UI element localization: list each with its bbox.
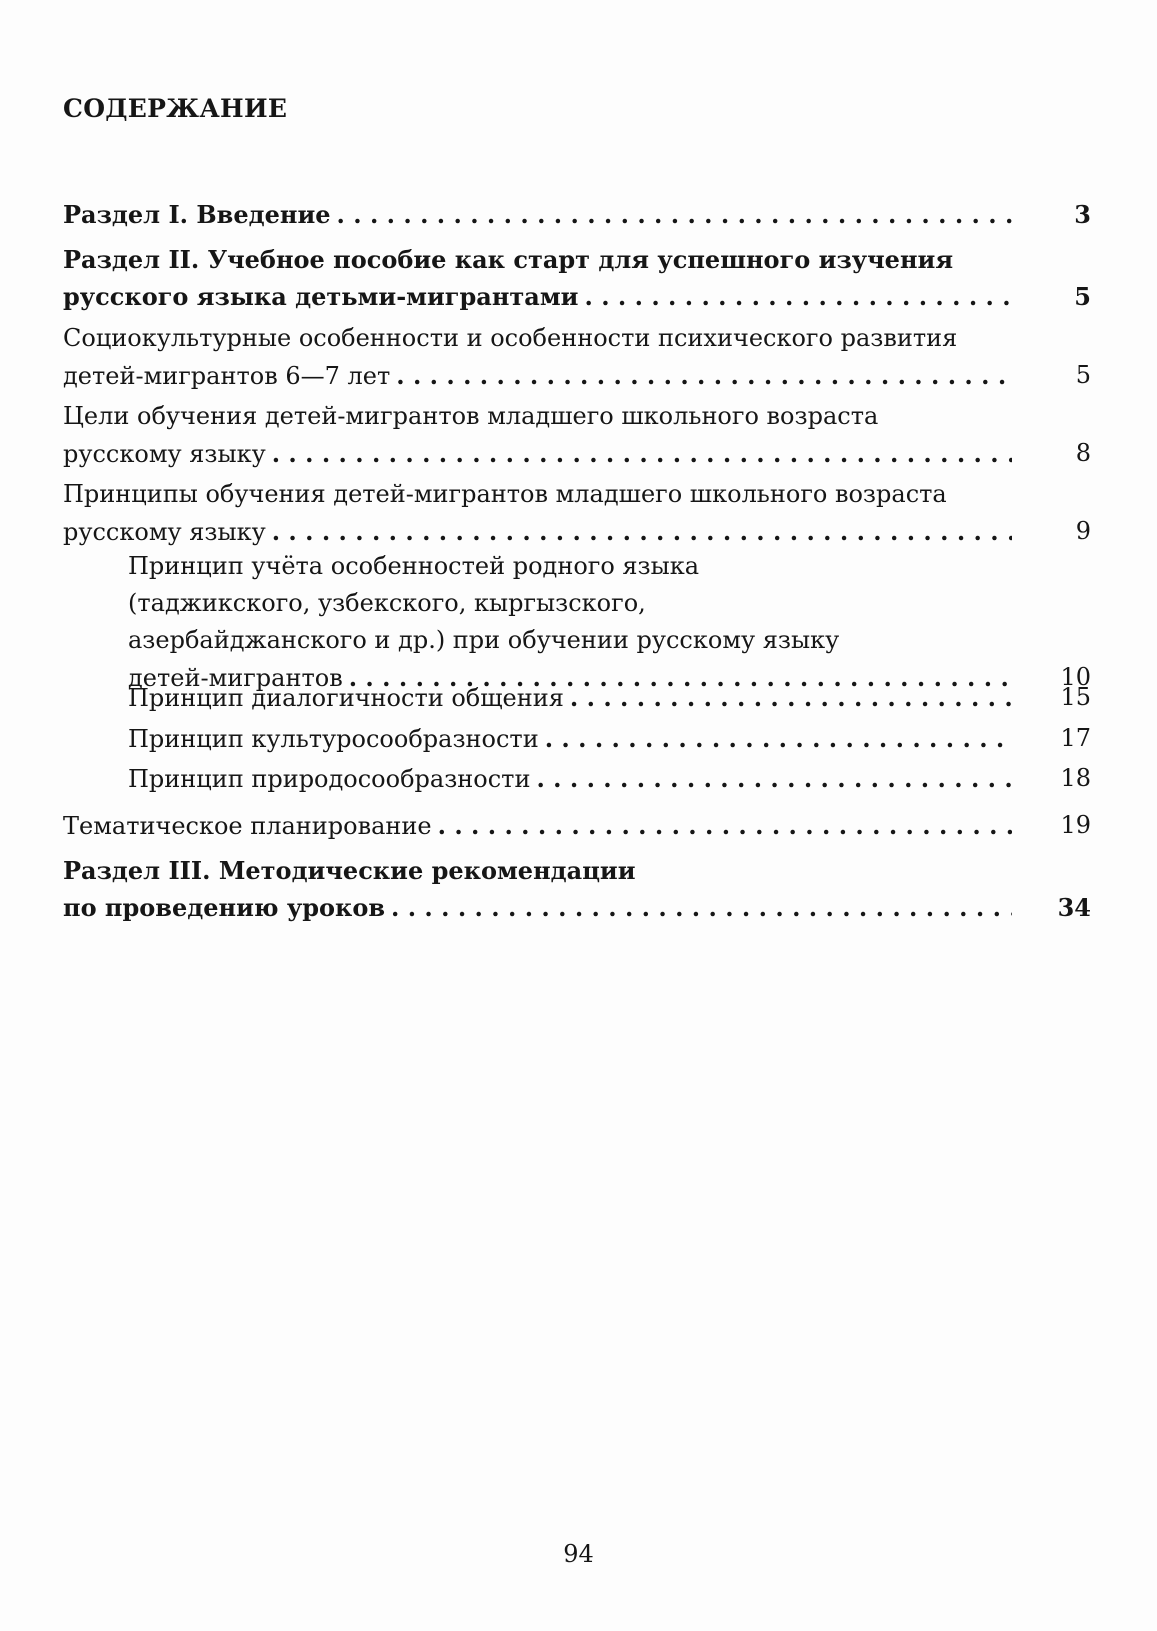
contents-heading: СОДЕРЖАНИЕ bbox=[63, 94, 288, 123]
toc-entry-text: Принцип учёта особенностей родного языка bbox=[128, 552, 700, 580]
toc-entry-text: Раздел II. Учебное пособие как старт для успешного изучения bbox=[63, 245, 954, 274]
toc-entry-text: Принцип диалогичности общения bbox=[128, 684, 564, 712]
toc-entry bbox=[63, 807, 1091, 845]
toc-entry bbox=[128, 679, 1091, 717]
toc-entry-last-line bbox=[128, 720, 1018, 758]
dot-leader bbox=[337, 196, 1012, 233]
toc-entry bbox=[128, 548, 1091, 697]
toc-entry-text: детей-мигрантов 6—7 лет bbox=[63, 362, 391, 390]
toc-page-number: 5 bbox=[1075, 361, 1091, 389]
toc-page-number: 9 bbox=[1075, 517, 1091, 545]
toc-entry-text: детей-мигрантов bbox=[128, 664, 343, 692]
toc-page-number: 18 bbox=[1060, 764, 1091, 792]
toc-entry-text: (таджикского, узбекского, кыргызского, bbox=[128, 589, 646, 617]
toc-entry bbox=[63, 196, 1091, 233]
toc-entry-text: Принцип природосообразности bbox=[128, 765, 531, 793]
toc-page-number: 15 bbox=[1060, 683, 1091, 711]
toc-entry-last-line bbox=[128, 679, 1018, 717]
toc-entry-text: Раздел I. Введение bbox=[63, 200, 331, 229]
dot-leader bbox=[584, 278, 1012, 315]
toc-entry-last-line bbox=[63, 889, 1018, 926]
page-number-footer: 94 bbox=[563, 1540, 594, 1568]
toc-entry bbox=[63, 476, 1091, 551]
toc-page-number: 34 bbox=[1057, 893, 1091, 922]
toc-entry-text: Раздел III. Методические рекомендации bbox=[63, 856, 636, 885]
dot-leader bbox=[570, 679, 1012, 716]
dot-leader bbox=[272, 513, 1012, 550]
dot-leader bbox=[536, 760, 1012, 797]
toc-entry-text: русскому языку bbox=[63, 518, 266, 546]
toc-entry-text: Социокультурные особенности и особенности психического развития bbox=[63, 324, 958, 352]
toc-entry-last-line bbox=[63, 196, 1018, 233]
dot-leader bbox=[438, 807, 1012, 844]
toc-entry-text: русскому языку bbox=[63, 440, 266, 468]
toc-entry-text: Цели обучения детей-мигрантов младшего школьного возраста bbox=[63, 402, 879, 430]
dot-leader bbox=[396, 357, 1012, 394]
toc-page-number: 3 bbox=[1074, 200, 1091, 229]
toc-entry bbox=[63, 241, 1091, 315]
toc-entry-last-line bbox=[63, 435, 1018, 473]
toc-entry-text: русского языка детьми-мигрантами bbox=[63, 282, 579, 311]
toc-page-number: 19 bbox=[1060, 811, 1091, 839]
toc-page-number: 10 bbox=[1060, 663, 1091, 691]
dot-leader bbox=[272, 435, 1012, 472]
toc-entry bbox=[63, 398, 1091, 473]
toc-entry-text: Принципы обучения детей-мигрантов младшего школьного возраста bbox=[63, 480, 947, 508]
dot-leader bbox=[545, 720, 1012, 757]
toc-entry-last-line bbox=[128, 760, 1018, 798]
toc-entry-last-line bbox=[63, 807, 1018, 845]
toc-entry-text: Принцип культуросообразности bbox=[128, 725, 539, 753]
toc-entry-text: по проведению уроков bbox=[63, 893, 385, 922]
toc-entry-last-line bbox=[63, 357, 1018, 395]
toc-entry-text: Тематическое планирование bbox=[63, 812, 432, 840]
toc-entry-text: азербайджанского и др.) при обучении русскому языку bbox=[128, 626, 840, 654]
toc-entry-last-line bbox=[63, 278, 1018, 315]
toc-page-number: 8 bbox=[1075, 439, 1091, 467]
toc-entry bbox=[128, 760, 1091, 798]
dot-leader bbox=[391, 889, 1012, 926]
toc-entry bbox=[63, 320, 1091, 395]
toc-entry bbox=[128, 720, 1091, 758]
toc-entry bbox=[63, 852, 1091, 926]
toc-entry-last-line bbox=[63, 513, 1018, 551]
toc-page-number: 5 bbox=[1074, 282, 1091, 311]
toc-page-number: 17 bbox=[1060, 724, 1091, 752]
